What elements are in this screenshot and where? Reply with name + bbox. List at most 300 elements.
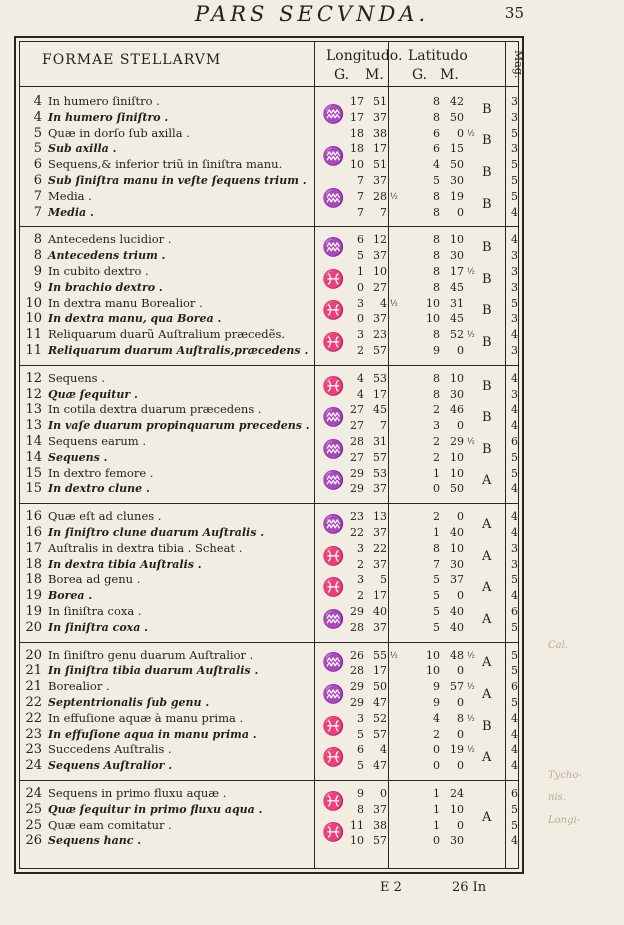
longitude-degrees: 3 [357,573,364,587]
magnitude: 5 [511,450,518,464]
latitude-minutes: 37 [450,573,464,587]
latitude-fraction: ½ [467,713,475,723]
magnitude: 5 [511,126,518,140]
magnitude: 4 [511,727,518,741]
header-formae: FORMAE STELLARVM [42,52,222,68]
magnitude: 5 [511,573,518,587]
star-description: Quæ eam comitatur . [48,817,172,832]
star-description: In dextra manu Borealior . [48,295,203,310]
latitude-fraction: ½ [467,128,475,138]
star-description: Sequens hanc . [48,834,142,848]
table-row [20,157,518,173]
star-number: 18 [25,556,42,572]
magnitude: 3 [511,312,518,326]
star-number: 10 [25,295,42,311]
latitude-degrees: 0 [433,759,440,773]
longitude-degrees: 0 [357,312,364,326]
star-number: 7 [33,188,42,204]
latitude-minutes: 17 [450,265,464,278]
longitude-minutes: 37 [373,312,387,326]
magnitude: 3 [511,95,518,108]
star-number: 11 [25,327,42,343]
longitude-degrees: 29 [350,482,364,496]
longitude-minutes: 17 [373,664,387,678]
longitude-minutes: 50 [373,680,387,694]
star-description: Borealior . [48,679,110,694]
latitude-degrees: 8 [433,205,440,219]
latitude-direction: A [482,548,492,564]
star-description: Media . [48,205,94,219]
latitude-minutes: 30 [450,834,464,848]
longitude-degrees: 3 [357,296,364,310]
zodiac-sign-glyph: ♒ [322,652,345,674]
table-row [20,434,518,450]
star-number: 15 [25,465,42,481]
star-number: 5 [33,125,42,141]
latitude-minutes: 52 [450,328,464,342]
table-row [20,695,518,711]
header-rule [20,86,518,87]
latitude-direction: A [482,517,492,532]
magnitude: 3 [511,110,518,124]
latitude-minutes: 10 [450,233,464,247]
star-number: 5 [33,141,42,157]
star-description: In humero ſiniſtro . [48,94,160,108]
magnitude: 4 [511,711,518,725]
latitude-direction: B [482,165,492,180]
table-row [20,205,518,221]
table-row [20,481,518,497]
latitude-fraction: ½ [467,437,475,446]
longitude-minutes: 27 [373,280,387,294]
longitude-minutes: 53 [373,371,387,385]
longitude-minutes: 57 [373,344,387,357]
latitude-degrees: 1 [433,802,440,816]
longitude-degrees: 3 [357,328,364,342]
star-description: Antecedens lucidior . [48,232,172,247]
table-row [20,248,518,264]
star-description: Sub ſiniſtra manu in veſte ſequens trium . [48,174,307,187]
latitude-direction: B [482,240,492,256]
star-number: 22 [25,710,42,726]
star-description: Reliquarum duarũ Auſtralium præcedẽs. [48,327,285,342]
star-description: Sequens . [48,450,108,464]
latitude-minutes: 0 [457,727,464,741]
longitude-degrees: 7 [357,174,364,187]
table-row [20,572,518,588]
latitude-degrees: 5 [433,620,440,634]
longitude-fraction: ½ [390,191,398,201]
table-row [20,327,518,343]
magnitude: 5 [511,189,518,203]
latitude-degrees: 4 [433,158,440,172]
star-number: 12 [25,370,42,386]
table-row [20,620,518,636]
latitude-degrees: 2 [433,510,440,524]
longitude-degrees: 28 [350,435,364,448]
latitude-direction: A [482,655,492,671]
header-long-m: M. [365,67,384,83]
magnitude: 3 [511,557,518,571]
star-number: 25 [25,817,42,833]
group-rule [20,365,518,366]
star-number: 19 [25,604,42,619]
star-number: 9 [33,264,42,279]
star-description: Reliquarum duarum Auſtralis,præcedens . [48,344,309,357]
star-description: Sequens earum . [48,434,147,448]
longitude-degrees: 9 [357,787,364,800]
longitude-degrees: 10 [350,158,364,172]
longitude-degrees: 2 [357,589,364,603]
zodiac-sign-glyph: ♒ [322,237,345,259]
star-number: 17 [25,540,42,556]
latitude-degrees: 10 [426,664,440,678]
longitude-minutes: 28 [373,189,387,203]
table-row [20,663,518,679]
longitude-minutes: 37 [373,620,387,634]
star-description: Media . [48,188,92,203]
latitude-minutes: 30 [450,557,464,571]
latitude-degrees: 9 [433,344,440,357]
zodiac-sign-glyph: ♒ [322,608,345,630]
longitude-degrees: 3 [357,711,364,725]
magnitude: 3 [511,344,518,357]
latitude-fraction: ½ [467,745,475,755]
longitude-minutes: 12 [373,233,387,247]
latitude-degrees: 9 [433,696,440,709]
latitude-minutes: 10 [450,802,464,816]
magnitude: 4 [511,419,518,433]
star-number: 9 [33,279,42,295]
longitude-degrees: 17 [350,110,364,124]
zodiac-sign-glyph: ♒ [322,146,345,168]
star-description: Septentrionalis ſub genu . [48,696,210,709]
latitude-minutes: 45 [450,280,464,294]
star-number: 23 [25,742,42,758]
table-row [20,450,518,466]
latitude-minutes: 10 [450,541,464,555]
star-description: In dextro femore . [48,465,154,480]
latitude-degrees: 2 [433,403,440,417]
star-description: Sequens . [48,370,105,385]
magnitude: 3 [511,142,518,156]
magnitude: 6 [511,435,518,448]
star-description: Quæ eſt ad clunes . [48,509,162,524]
latitude-direction: A [482,580,492,596]
star-number: 11 [25,343,42,358]
star-number: 24 [25,786,42,801]
table-row [20,311,518,327]
latitude-minutes: 31 [450,296,464,310]
zodiac-sign-glyph: ♓ [322,300,345,322]
latitude-minutes: 45 [450,312,464,326]
latitude-fraction: ½ [467,330,475,340]
longitude-minutes: 37 [373,802,387,816]
longitude-degrees: 29 [350,680,364,694]
longitude-fraction: ½ [390,650,398,660]
longitude-degrees: 26 [350,648,364,662]
latitude-minutes: 0 [457,205,464,219]
latitude-degrees: 5 [433,174,440,187]
longitude-minutes: 10 [373,265,387,278]
latitude-fraction: ½ [467,650,475,660]
star-number: 4 [33,109,42,125]
latitude-direction: B [482,101,492,117]
longitude-degrees: 18 [350,142,364,156]
star-description: In ſiniſtro clune duarum Auſtralis . [48,526,265,539]
star-description: In ſiniſtra coxa . [48,620,149,634]
star-number: 13 [25,402,42,418]
zodiac-sign-glyph: ♓ [322,747,345,769]
longitude-degrees: 17 [350,95,364,108]
longitude-minutes: 37 [373,482,387,496]
latitude-degrees: 8 [433,249,440,263]
star-number: 13 [25,418,42,434]
table-row [20,466,518,482]
longitude-degrees: 10 [350,834,364,848]
star-number: 12 [25,386,42,402]
magnitude: 4 [511,328,518,342]
table-row [20,818,518,834]
longitude-degrees: 6 [357,743,364,757]
magnitude: 5 [511,802,518,816]
latitude-minutes: 48 [450,648,464,662]
latitude-degrees: 1 [433,818,440,832]
latitude-degrees: 0 [433,482,440,496]
table-row [20,588,518,604]
bleed-through-text: Tycho- [548,770,582,781]
longitude-degrees: 27 [350,450,364,464]
latitude-minutes: 30 [450,249,464,263]
latitude-direction: B [482,378,492,394]
table-row [20,110,518,126]
latitude-minutes: 0 [457,664,464,678]
latitude-degrees: 1 [433,526,440,539]
magnitude: 4 [511,526,518,539]
table-row [20,264,518,280]
latitude-minutes: 29 [450,435,464,448]
star-number: 21 [25,679,42,695]
star-description: Succedens Auſtralis . [48,742,172,757]
longitude-degrees: 29 [350,696,364,709]
longitude-degrees: 5 [357,759,364,773]
table-row [20,371,518,387]
longitude-minutes: 47 [373,696,387,709]
magnitude: 3 [511,265,518,278]
longitude-minutes: 17 [373,589,387,603]
longitude-degrees: 28 [350,620,364,634]
star-description: In effuſione aquæ à manu prima . [48,710,244,725]
longitude-minutes: 0 [380,787,387,800]
star-description: Quæ ſequitur . [48,387,138,401]
magnitude: 6 [511,787,518,800]
longitude-degrees: 4 [357,387,364,401]
star-number: 7 [33,204,42,220]
star-description: Sequens in primo fluxu aquæ . [48,786,227,800]
star-description: In vaſe duarum propinquarum precedens . [48,419,310,433]
zodiac-sign-glyph: ♒ [322,188,345,210]
latitude-direction: B [482,718,492,734]
zodiac-sign-glyph: ♒ [322,438,345,460]
table-row [20,126,518,142]
star-description: Auſtralis in dextra tibia . Scheat . [48,540,243,555]
latitude-degrees: 2 [433,727,440,741]
latitude-direction: A [482,687,492,702]
star-description: In effuſione aqua in manu prima . [48,727,257,741]
group-rule [20,503,518,504]
star-number: 23 [25,726,42,742]
longitude-minutes: 23 [373,328,387,342]
longitude-minutes: 17 [373,142,387,156]
magnitude: 5 [511,664,518,678]
longitude-minutes: 51 [373,158,387,172]
zodiac-sign-glyph: ♓ [322,375,345,397]
table-row [20,557,518,573]
catchword: 26 In [452,880,487,895]
magnitude: 3 [511,249,518,263]
star-description: Sub axilla . [48,142,117,156]
star-description: In cubito dextro . [48,264,149,278]
table-row [20,94,518,110]
longitude-degrees: 1 [357,265,364,278]
table-row [20,648,518,664]
star-description: In brachio dextro . [48,280,163,294]
latitude-minutes: 24 [450,787,464,800]
latitude-degrees: 1 [433,787,440,800]
bleed-through-text: Cal. [548,640,568,651]
latitude-minutes: 0 [457,589,464,603]
star-number: 14 [25,449,42,465]
latitude-minutes: 0 [457,126,464,140]
star-number: 8 [33,232,42,248]
star-number: 19 [25,588,42,604]
longitude-minutes: 38 [373,818,387,832]
table-row [20,711,518,727]
zodiac-sign-glyph: ♒ [322,514,345,535]
latitude-minutes: 46 [450,403,464,417]
longitude-degrees: 27 [350,403,364,417]
longitude-minutes: 37 [373,249,387,263]
signature-mark: E 2 [380,880,402,895]
latitude-minutes: 19 [450,189,464,203]
longitude-minutes: 31 [373,435,387,448]
longitude-minutes: 40 [373,605,387,618]
magnitude: 4 [511,205,518,219]
latitude-minutes: 40 [450,620,464,634]
longitude-degrees: 7 [357,189,364,203]
longitude-degrees: 18 [350,126,364,140]
star-description: Quæ ſequitur in primo fluxu aqua . [48,802,263,816]
longitude-minutes: 37 [373,526,387,539]
longitude-degrees: 28 [350,664,364,678]
table-row [20,280,518,296]
table-row [20,742,518,758]
longitude-minutes: 57 [373,834,387,848]
latitude-minutes: 0 [457,344,464,357]
table-row [20,173,518,189]
latitude-degrees: 8 [433,541,440,555]
longitude-degrees: 3 [357,541,364,555]
longitude-degrees: 5 [357,727,364,741]
latitude-degrees: 0 [433,834,440,848]
magnitude: 4 [511,743,518,757]
table-row [20,343,518,359]
zodiac-sign-glyph: ♓ [322,332,345,353]
star-number: 15 [25,481,42,497]
table-row [20,141,518,157]
zodiac-sign-glyph: ♓ [322,790,345,812]
star-number: 6 [33,173,42,188]
star-number: 16 [25,509,42,525]
zodiac-sign-glyph: ♓ [322,822,345,844]
magnitude: 5 [511,620,518,634]
longitude-minutes: 57 [373,727,387,741]
magnitude: 4 [511,482,518,496]
star-description: In ſiniſtra tibia duarum Auſtralis . [48,664,259,678]
longitude-degrees: 29 [350,466,364,480]
latitude-degrees: 2 [433,450,440,464]
latitude-direction: A [482,809,492,825]
latitude-direction: B [482,335,492,350]
group-rule [20,226,518,227]
latitude-minutes: 57 [450,680,464,694]
table-row [20,189,518,205]
magnitude: 4 [511,403,518,417]
star-number: 6 [33,157,42,173]
longitude-degrees: 27 [350,419,364,433]
star-table [14,36,524,874]
table-row [20,833,518,849]
latitude-minutes: 50 [450,158,464,172]
longitude-minutes: 13 [373,510,387,524]
table-row [20,727,518,743]
magnitude: 5 [511,466,518,480]
star-number: 20 [25,619,42,635]
zodiac-sign-glyph: ♓ [322,268,345,290]
longitude-degrees: 11 [350,818,364,832]
table-row [20,541,518,557]
longitude-degrees: 2 [357,557,364,571]
star-description: Quæ in dorſo ſub axilla . [48,125,190,140]
star-number: 16 [25,525,42,540]
group-rule [20,780,518,781]
latitude-direction: B [482,410,492,426]
longitude-minutes: 51 [373,95,387,108]
longitude-minutes: 4 [380,296,387,310]
magnitude: 3 [511,541,518,555]
table-row [20,402,518,418]
table-row [20,387,518,403]
table-row [20,802,518,818]
longitude-degrees: 5 [357,249,364,263]
longitude-minutes: 55 [373,648,387,662]
zodiac-sign-glyph: ♒ [322,684,345,705]
latitude-degrees: 10 [426,296,440,310]
running-head [0,2,624,32]
magnitude: 5 [511,648,518,662]
latitude-degrees: 4 [433,711,440,725]
longitude-minutes: 22 [373,541,387,555]
latitude-degrees: 10 [426,648,440,662]
header-lat-g: G. [412,67,428,83]
latitude-degrees: 8 [433,265,440,278]
header-long-g: G. [334,67,350,83]
latitude-degrees: 1 [433,466,440,480]
latitude-degrees: 10 [426,312,440,326]
zodiac-sign-glyph: ♓ [322,715,345,737]
latitude-minutes: 10 [450,371,464,385]
longitude-degrees: 22 [350,526,364,539]
